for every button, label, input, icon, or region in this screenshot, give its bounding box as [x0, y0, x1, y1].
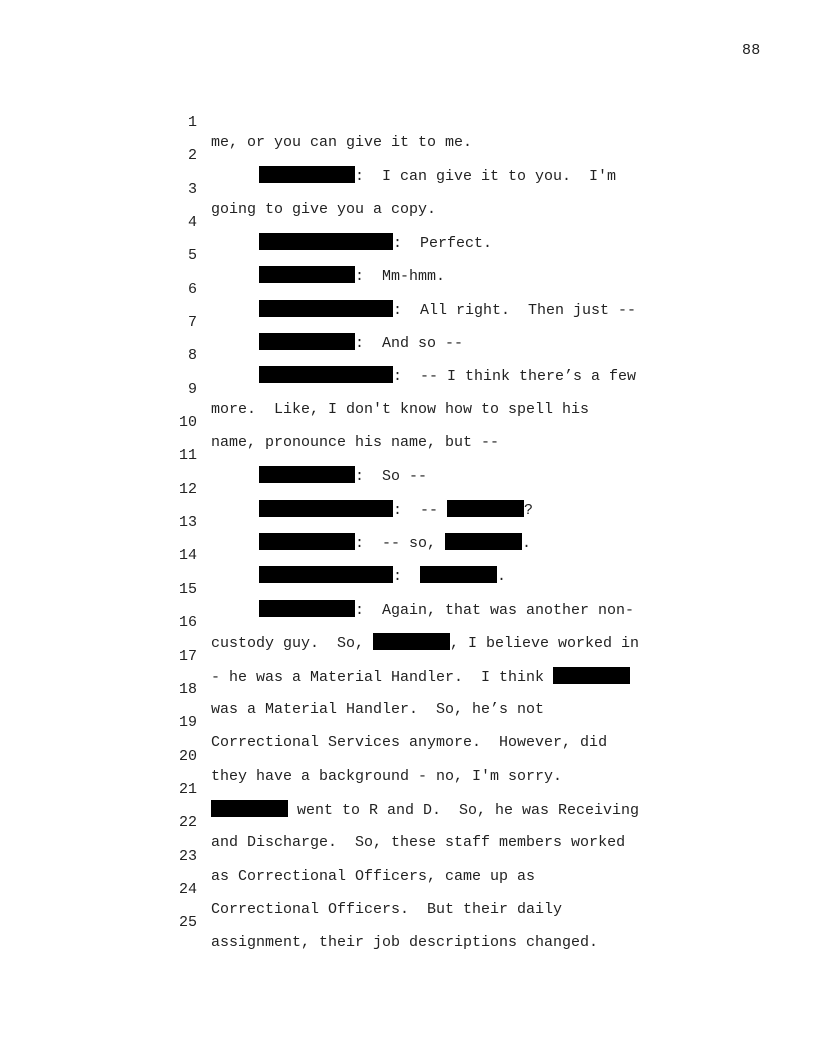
- transcript-line: [0, 93, 816, 151]
- line-text: going to give you a copy.: [211, 200, 437, 218]
- transcript-line: [0, 526, 816, 586]
- transcript-line: [0, 360, 816, 418]
- line-text: - he was a Material Handler. I think: [211, 668, 554, 686]
- line-text: went to R and D. So, he was Receiving: [288, 801, 640, 819]
- line-text: me, or you can give it to me.: [211, 134, 473, 151]
- line-text: : Perfect.: [393, 235, 493, 253]
- line-number: 25: [178, 914, 197, 932]
- line-number: 11: [178, 447, 197, 465]
- line-number: 2: [187, 147, 197, 165]
- transcript-line: [0, 760, 816, 819]
- line-number: 1: [187, 114, 197, 131]
- transcript-line: [0, 326, 816, 386]
- line-number: 24: [178, 880, 197, 898]
- transcript-line: [0, 893, 816, 952]
- line-number: 17: [178, 647, 197, 665]
- line-number: 22: [178, 814, 197, 832]
- line-text: more. Like, I don't know how to spell his: [211, 400, 590, 418]
- line-text: : And so --: [355, 335, 464, 353]
- transcript-line: [0, 660, 816, 718]
- line-number: 19: [178, 714, 197, 732]
- line-number: 6: [187, 280, 197, 298]
- line-text: Correctional Services anymore. However, did: [211, 734, 608, 752]
- transcript-line: [0, 193, 816, 253]
- line-number: 3: [187, 180, 197, 198]
- line-text: :: [393, 568, 421, 586]
- line-number: 12: [178, 480, 197, 498]
- line-number: 9: [187, 380, 197, 398]
- line-number: 21: [178, 780, 197, 798]
- line-text: : I can give it to you. I'm: [355, 168, 617, 186]
- line-text: ?: [524, 501, 534, 519]
- transcript-line: [0, 160, 816, 218]
- line-text: .: [497, 568, 507, 586]
- transcript-line: [0, 426, 816, 486]
- line-text: , I believe worked in: [450, 635, 640, 653]
- transcript-line: [0, 627, 816, 686]
- line-number: 8: [187, 347, 197, 365]
- line-number: 5: [187, 247, 197, 265]
- line-text: : -- I think there’s a few: [393, 368, 637, 386]
- line-text: was a Material Handler. So, he’s not: [211, 700, 545, 718]
- transcript-line: [0, 593, 816, 653]
- line-number: 7: [187, 314, 197, 332]
- transcript-line: [0, 727, 816, 785]
- transcript-line: [0, 393, 816, 452]
- transcript-line: [0, 693, 816, 752]
- transcript-line: [0, 260, 816, 319]
- line-number: 14: [178, 547, 197, 565]
- transcript-line: [0, 226, 816, 286]
- line-text: name, pronounce his name, but --: [211, 434, 500, 452]
- line-number: 20: [178, 747, 197, 765]
- page-number: 88: [742, 42, 761, 59]
- line-text: they have a background - no, I'm sorry.: [211, 767, 563, 785]
- line-text: : Mm-hmm.: [355, 268, 446, 286]
- line-number: 18: [178, 680, 197, 698]
- transcript-body: [0, 93, 816, 952]
- transcript-line: [0, 126, 816, 186]
- line-number: 13: [178, 514, 197, 532]
- line-text: : All right. Then just --: [393, 301, 637, 319]
- transcript-line: [0, 827, 816, 885]
- line-number: 10: [178, 414, 197, 432]
- line-text: Correctional Officers. But their daily: [211, 900, 563, 918]
- line-number: 16: [178, 614, 197, 632]
- line-text: as Correctional Officers, came up as: [211, 867, 536, 885]
- transcript-line: [0, 560, 816, 619]
- line-text: : Again, that was another non-: [355, 601, 635, 619]
- line-text: .: [522, 535, 532, 553]
- line-text: : -- so,: [355, 535, 446, 553]
- line-number: 15: [178, 580, 197, 598]
- line-text: assignment, their job descriptions changed.: [211, 934, 599, 952]
- line-text: : --: [393, 501, 448, 519]
- line-text: : So --: [355, 468, 428, 486]
- line-text: and Discharge. So, these staff members worked: [211, 834, 626, 852]
- transcript-line: [0, 293, 816, 353]
- line-text: custody guy. So,: [211, 635, 374, 653]
- transcript-line: [0, 860, 816, 918]
- transcript-line: [0, 493, 816, 553]
- transcript-line: [0, 793, 816, 852]
- line-number: 23: [178, 847, 197, 865]
- transcript-line: [0, 460, 816, 519]
- line-number: 4: [187, 214, 197, 232]
